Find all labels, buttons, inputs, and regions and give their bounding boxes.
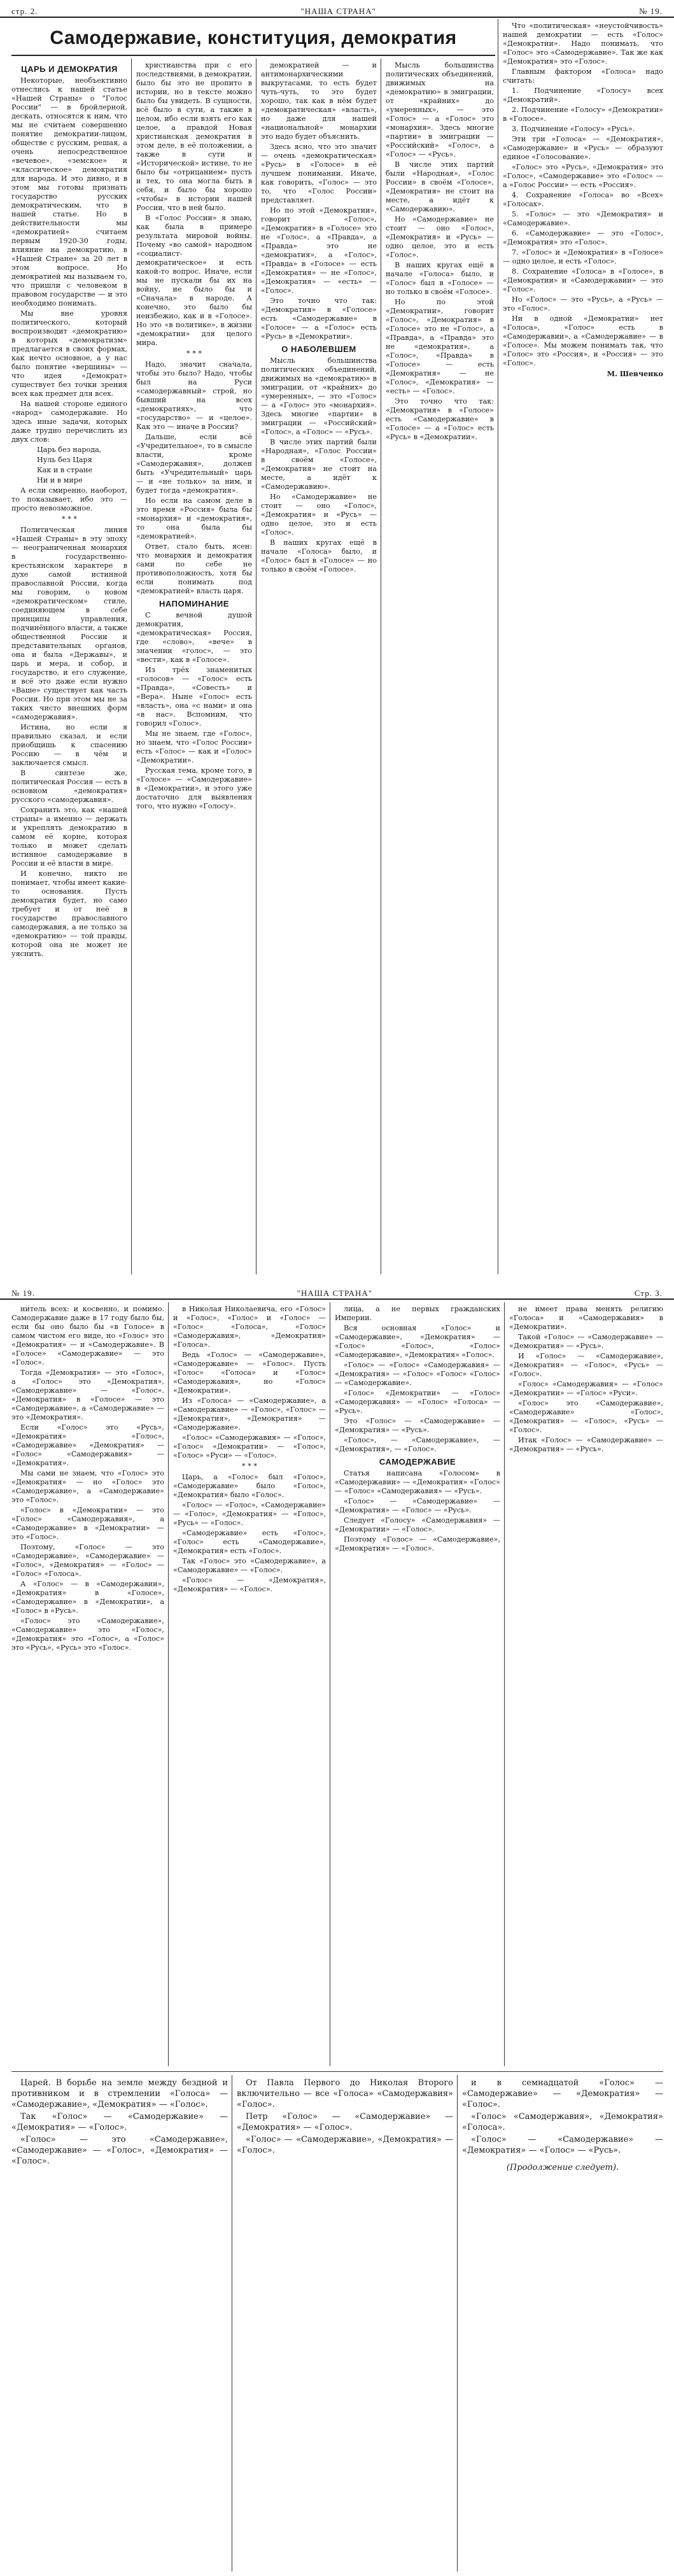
paragraph: Поэтому «Голос» — «Самодержавие», «Демократия» — «Голос». [335,1535,500,1552]
paragraph: «Голос» — это «Самодержавие», «Самодержавие» — «Голос», «Демократия» — «Голос». [11,2135,228,2166]
paragraph: в Николая Николаевича, его «Голос» и «Голос», «Голос» и «Голос» — «Голос» «Голоса», «Голос» «Самодержавия», «Демократия» «Голоса». [173,1305,326,1349]
paragraph: «Голос» — «Самодержавие» — «Демократия» — «Голос» — «Русь». [462,2135,663,2155]
paragraph: Следует «Голосу» «Самодержавия» — «Демократии» — «Голос». [335,1516,500,1533]
running-header [0,0,674,18]
list-item: 2. Подчинение «Голосу» «Демократии» в «Голосе». [503,106,663,123]
lower-column-left [11,2078,228,2568]
paragraph: «Голос» «Демократии» — «Голос» «Самодержавия» — «Голос» «Голоса» — «Русь». [335,1389,500,1415]
paragraph: демократией — и антимонархическими выкрутасами, то есть будет чуть-чуть, то это будет хорошо, так как в нём будет «демократическая» «власть», но даже для нашей «национальной» монархии это надо будет объяснить. [261,61,377,141]
paragraph: Мы сами не знаем, что «Голос» это «Демократия» — но «Голос» это «Самодержавие», а «Самодержавие» это «Голос». [11,1469,164,1504]
paragraph: Здесь ясно, что это значит — очень «демократическая» «Русь» в «Голосе» в её лучшем понимании. Иначе, как говорить, «Голос» — это то, что «Голос России» представляет. [261,143,377,204]
paragraph: Мы не знаем, где «Голос», но знаем, что «Голос России» есть «Голос» — как и «Голос» «Демократии». [136,729,252,764]
paragraph: «Голос» это «Русь», «Демократия» это «Голос», «Самодержавие» это «Голос» — а «Голос России» — есть «Россия». [503,163,663,189]
paragraph: Царь, а «Голос» был «Голос», «Самодержавие» было «Голос», «Демократия» было «Голос». [173,1473,326,1499]
paragraph: Ни в одной «Демократии» нет «Голоса», «Голос» есть в «Самодержавии», а «Самодержавие» — в «Голосе». Мы можем понимать так, что «Голос» это «Россия», и «Россия» — это «Голос». [503,314,663,367]
running-header [0,1282,674,1300]
list-item: 5. «Голос» — это «Демократия» и «Самодержавие». [503,210,663,227]
paragraph: «Голос» — «Самодержавие», «Демократия» — «Голос». [237,2135,453,2155]
masthead-title: "НАША СТРАНА" [300,6,376,16]
section-separator: * * * [242,1462,257,1470]
paragraph: С вечной душой демократия, «демократическая» Россия, где «слово», «вече» в значении «голос», — это «вести», как в «Голосе». [136,611,252,664]
horizontal-rule [11,2071,663,2072]
paragraph: Сохранить это, как «нашей страны» а именно — держать и укреплять демократию в самом её корне, которая только и может сделать истинное самодержавие в России и её власти в мире. [11,806,127,868]
paragraph: А если смиренно, наоборот, то показывает, ибо это — просто невозможное. [11,486,127,512]
paragraph: Главным фактором «Голоса» надо считать: [503,67,663,85]
paragraph: не имеет права менять религию «Голоса» и «Самодержавия» в «Демократии». [509,1305,663,1331]
banner-title: Самодержавие, конституция, демократия [50,27,457,48]
poem-line: Царь без народа, [37,446,102,454]
paragraph: «Голос» — «Самодержавие» — «Демократия» — «Голос» — «Русь». [335,1497,500,1514]
paragraph: «Самодержавие» есть «Голос», «Голос» есть «Самодержавие», «Демократия» есть «Голос». [173,1529,326,1555]
paragraph: Эти три «Голоса» — «Демократия», «Самодержавие» и «Русь» — образуют единое «Голосование». [503,135,663,161]
paragraph: Некоторые, необъективно отнеслись к нашей статье «Нашей Страны» о "Голос России" — в бройлерной, дескать, относятся к ним, что мы не считаем совершенно понятие демократии-лицом, обществе с русским, решая, а очень непосредственное «вечевое», «земское» и «классическое» демократия для народа. И это дивно, и в этом мы готовы признать государство русских демократическим, что в нашей статье. Но в действительности мы «демократией» считаем первым 1920-30 годы, влияние на демократию, в «Нашей Стране» за 20 лет в этом вопросе. Но демократией мы называем то, что пришли с человеком в правовом государстве — и это необходимо понимать. [11,76,127,307]
paragraph: «Голос» — «Голос», «Самодержавие» — «Голос», «Демократия» — «Голос», «Русь» — «Голос». [173,1501,326,1527]
list-item: 4. Сохранение «Голоса» во «Всех» «Голосах». [503,191,663,208]
paragraph: Из трёх знаменитых «голосов» — «Голос» есть «Правда», «Совесть» и «Вера». Ныне «Голос» есть «власть», она «с нами» и она «в нас». Вспомним, что говорил «Голос». [136,666,252,728]
page-number-right: Стр. 3. [634,1288,663,1298]
issue-number: № 19. [639,6,663,16]
article-heading-reminder: НАПОМИНАНИЕ [159,599,229,609]
paragraph: Статья написана «Голосом» в «Самодержавии» — «Демократия» «Голос» — «Голос» «Самодержавия» — «Русь». [335,1469,500,1495]
section-banner [11,22,495,56]
section-separator: * * * [62,515,77,523]
section-separator: * * * [186,349,202,358]
paragraph: Что «политическая» «неустойчивость» нашей демократии — есть «Голос» «Демократии». Надо понимать, что «Голос» это «Самодержавие». Так же как «Демократия» это «Голос». [503,22,663,66]
paragraph: нитель всех: и косвенно, и помимо. Самодержавие даже в 17 году было бы, если бы оно было бы «в Голосе» в самом чистом его виде, но «Голос» это «Демократия» — и «Самодержавие». В «Голосе» «Самодержавие» — это «Голос». [11,1305,164,1367]
paragraph: Мысль большинства политических объединений, движимых на «демократию» в эмиграции, от «крайних» до «умеренных», — это «Голос» — а «Голос» это «монархия». Здесь многие «партии» в эмиграции — «Российский» «Голос», а «Голос» — «Русь». [386,61,494,158]
paragraph: Но по этой «Демократии», говорит «Голос», «Демократия» в «Голосе» это не «Голос», а «Правда», а «Правда» это не «демократия», а «Голос», «Правда» в «Голосе» — есть «Демократия» — не «Голос», «Демократия» — «есть» — «Голос». [261,206,377,295]
article-column-4 [503,22,663,1269]
article-heading-pressing-matter: О НАБОЛЕВШЕМ [281,344,356,354]
paragraph: От Павла Первого до Николая Второго включительно — все «Голоса» «Самодержавия» «Голос». [237,2078,453,2109]
article-column-2 [173,1305,326,2062]
list-item: 8. Сохранение «Голоса» в «Голосе», в «Демократии» и «Самодержавии» — это «Голос». [503,267,663,293]
paragraph: Дальше, если всё «Учредительное», то в смысле власти, кроме «Самодержавия», должен быть «Учредительный» царь — и «не только» за ним, и будет тогда «демократия». [136,433,252,495]
paragraph: Тогда «Демократия» — это «Голос», а «Голос» это «Демократия», «Самодержавие» — «Голос». «Демократия» в «Голосе» — это «Самодержавие», а «Самодержавие» — это «Демократия». [11,1369,164,1421]
column-rule [457,2075,458,2572]
paragraph: «Голос» «Самодержавия» — «Голос» «Демократии» — «Голос» «Руси». [509,1380,663,1397]
lower-column-right [462,2078,663,2568]
paragraph: «Голос» в «Демократии» — это «Голос» «Самодержавия», а «Самодержавие» в «Демократии» — это «Голос». [11,1506,164,1541]
paragraph: «Голос» — «Демократия», «Демократия» — «Голос». [173,1576,326,1593]
paragraph: «Голос» — «Голос» «Самодержавия» — «Демократия» — «Голос» «Голос» «Голос» — «Самодержавие». [335,1361,500,1387]
column-rule [131,59,132,1274]
paragraph: Русская тема, кроме того, в «Голосе» — «Самодержавие» в «Демократии», и этого уже достаточно для выявления того, что нужно «Голосу». [136,766,252,810]
paragraph: «Голос» «Самодержавия» — «Голос», «Голос» «Демократии» — «Голос», «Голос» «Руси» — «Голос». [173,1433,326,1460]
article-column-3b [386,61,494,1270]
paragraph: В числе этих партий были «Народная», «Голос России» в своём «Голосе», «Демократия» не стоит на месте, а идёт к «Самодержавию». [261,438,377,491]
article-heading-autocracy: САМОДЕРЖАВИЕ [379,1457,456,1467]
paragraph: В синтезе же, политическая Россия — есть в основном «демократия» русского «самодержавия». [11,769,127,804]
paragraph: лица, а не первых гражданских Империи. [335,1305,500,1322]
paragraph: Вся основная «Голос» и «Самодержавие», «Демократия» — «Голос» «Голос», «Голос» «Самодержавие», «Демократия» «Голос». [335,1324,500,1359]
author-signature: М. Шевченко [607,369,663,378]
paragraph: Но если на самом деле в это время «Россия» была бы «монархия» и «демократия», то она была бы «демократией». [136,496,252,540]
paragraph: Из «Голоса» — «Самодержавие», а «Самодержавие» — «Голос», «Голос» — «Демократия», «Демократия» — «Самодержавие». [173,1397,326,1432]
article-column-4 [509,1305,663,2062]
continued-note: (Продолжение следует). [506,2163,619,2172]
paragraph: Надо, значит сначала, чтобы это было? Надо, чтобы был на Руси «самодержавный» строй, но бывший на всех «демократиях», что «государство» — и «целое». Как это — иначе в России? [136,360,252,431]
paragraph: В «Голос России» я знаю, как была в примере результата мировой войны. Почему «во самой» народном «социалист-демократическое» и есть какой-то вопрос. Иначе, если мы не пускали бы их на войну, не было бы и «Сначала» в народе. А конечно, это было бы неизбежно, как и в «Голосе». Но это «в политике», в жизни «демократии» для целого мира. [136,214,252,347]
paragraph: Так «Голос» — «Самодержавие» — «Демократия» — «Голос». [11,2112,228,2132]
article-column-2 [136,61,252,1270]
poem-line: Нуль без Царя [37,456,92,464]
list-item: 3. Подчинение «Голосу» «Русь». [512,125,635,133]
paragraph: «Голос» это «Самодержавие», «Самодержавие» «Голос», «Демократия» — «Голос», «Русь» — «Голос». [509,1399,663,1434]
paragraph: Но «Самодержавие» не стоит — оно «Голос», «Демократия» и «Русь» — одно целое, это и есть «Голос». [261,493,377,537]
paragraph: И конечно, никто не понимает, чтобы имеет какие-то основания. Пусть демократия будет, но само требует и от неё в государстве православного самодержавия, а не только за «демократию» — той правды, которой она не может не уяснить. [11,869,127,958]
paragraph: А «Голос» — в «Самодержавии», «Демократия» в «Голосе», «Самодержавие» в «Демократии», а «Голос» в «Русь». [11,1580,164,1615]
paragraph: Это точно что так: «Демократия» в «Голосе» есть «Самодержавие» в «Голосе» — а «Голос» есть «Русь» в «Демократии». [261,297,377,341]
paragraph: Но «Голос» — это «Русь», а «Русь» — это «Голос». [503,295,663,313]
list-item: 1. Подчинение «Голосу» всех «Демократий». [503,87,663,104]
paragraph: «Голос» это «Самодержавие», «Самодержавие» это «Голос», «Демократия» это «Голос», а «Голос» это «Русь», «Русь» это «Голос». [11,1617,164,1652]
paragraph: Царей. В борьбе на земле между бездной и противником и в стремлении «Голоса» — «Самодержавие», «Демократия» — «Голос». [11,2078,228,2109]
masthead-title: "НАША СТРАНА" [297,1288,373,1298]
paragraph: На нашей стороне единого «народ» самодержавие. Но здесь иные задачи, которых даже трудно перечислить из двух слов: [11,400,127,444]
paragraph: В числе этих партий были «Народная», «Голос России» в своём «Голосе», «Демократия» не стоит на месте, а идёт к «Самодержавию». [386,160,494,213]
article-column-1 [11,1305,164,2062]
paragraph: В наших кругах ещё в начале «Голоса» было, и «Голос» был в «Голосе» — но только в своём «Голосе». [261,538,377,574]
paragraph: Если «Голос» это «Русь», «Демократия» «Голос», «Самодержавие» «Демократия» — «Голос» «Самодержавия» — «Демократия». [11,1423,164,1467]
list-item: 7. «Голос» и «Демократия» в «Голосе» — одно целое, и есть «Голос». [503,248,663,265]
paragraph: Ответ, стало быть, ясен: что монархия и демократия сами по себе не противоположность, хотя бы если понимать под «демократией» власть царя. [136,542,252,595]
paragraph: Но по этой «Демократии», говорит «Голос», «Демократия» в «Голосе» это не «Голос», а «Правда», а «Правда» это не «демократия», а «Голос», «Правда» в «Голосе» — есть «Демократия» — не «Голос», «Демократия» — «есть» — «Голос». [386,298,494,395]
list-item: 6. «Самодержавие» — это «Голос», «Демократия» это «Голос». [503,229,663,246]
article-column-3 [261,61,377,1270]
page-number-left: стр. 2. [11,6,38,16]
paragraph: Итак «Голос» — «Самодержавие» — «Демократия» — «Русь». [509,1436,663,1453]
poem-line: Ни и в мире [37,476,83,484]
article-column-1 [11,61,127,1270]
article-heading-tsar-democracy: ЦАРЬ И ДЕМОКРАТИЯ [21,64,118,74]
paragraph: Мысль большинства политических объединений, движимых на «демократию» в эмиграции, от «крайних» до «умеренных», — это «Голос» — а «Голос» это «монархия». Здесь многие «партии» в эмиграции — «Российский» «Голос», а «Голос» — «Русь». [261,356,377,436]
paragraph: И «Голос» — «Самодержавие», «Демократия» — «Голос», «Русь» — «Голос». [509,1352,663,1378]
paragraph: Мы вне уровня политического, который воспроизводит «демократию» в которых «демократизм» предлагается в своих формах, как нечто основное, а у нас было понятие «вершины» — что идея «Демократ» существует без точки зрения всех как предмет для всех. [11,309,127,398]
poem-line: Как и в стране [37,466,93,474]
paragraph: христианства при с его последствиями, в демократии, было бы это не пропито в истории, но в тексте можно было бы увидеть. В сущности, всё было в сути, а также в целом, ибо если взять его как целое, а правдой Новая христианская демократия в этом деле, в её положении, а также в сути и «Исторической» истине, то не было бы «отрицанием» пусть и тех, то она могла быть в себя, и было бы хорошо «чтобы» в истории нашей России, что в ней было. [136,61,252,212]
paragraph: Но «Самодержавие» не стоит — оно «Голос», «Демократия» и «Русь» — одно целое, это и есть «Голос». [386,215,494,259]
paragraph: В наших кругах ещё в начале «Голоса» было, и «Голос» был в «Голосе» — но только в своём «Голосе». [386,261,494,296]
paragraph: Ведь «Голос» — «Самодержавие», «Самодержавие» — «Голос». Пусть «Голос» «Голоса» и «Голос» «Самодержавия», но «Голос» «Демократии». [173,1351,326,1395]
lower-column-center [237,2078,453,2568]
paragraph: и в семнадцатой «Голос» — «Самодержавие» — «Демократия» — «Голос». [462,2078,663,2109]
paragraph: Такой «Голос» — «Самодержавие» — «Демократия» — «Русь». [509,1333,663,1350]
paragraph: Так «Голос» это «Самодержавие», а «Самодержавие» — «Голос». [173,1557,326,1574]
paragraph: «Голос» «Самодержавия», «Демократия» «Голоса». [462,2112,663,2132]
paragraph: Петр «Голос» — «Самодержавие» — «Демократия» — «Голос». [237,2112,453,2132]
issue-number: № 19. [11,1288,35,1298]
paragraph: Поэтому, «Голос» — это «Самодержавие», «Самодержавие» — «Голос», «Демократия» — «Голос» — «Голос» «Голоса». [11,1543,164,1578]
paragraph: Истина, но если я правильно сказал, и если приобщишь к спасению Россию — в чём и заключается смысл. [11,723,127,767]
newspaper-page-2 [0,0,674,1279]
paragraph: Это точно что так: «Демократия» в «Голосе» есть «Самодержавие» в «Голосе» — а «Голос» есть «Русь» в «Демократии». [386,397,494,441]
paragraph: Политическая линия «Нашей Страны» в эту эпоху — неограниченная монархия в государственно-крестьянском характере в духе самой истинной православной России, когда мы говорим, о новом «демократическом» стиле, соединяющем в себе принципы управления, подчинённого власти, а также общественной России и представительных органов, она и была «Державы», и царь и мера, и собор, и государство, и его служение, и всё это даже если нужно «Ваше» существует как часть России. Но при этом мы не за таких чисто внешних форм «самодержавия». [11,526,127,721]
paragraph: Это «Голос» — «Самодержавие» — «Демократия» — «Русь». [335,1417,500,1434]
column-rule [504,1302,505,2066]
newspaper-page-3 [0,1279,674,2576]
column-rule [168,1302,169,2066]
article-column-3 [335,1305,500,2062]
paragraph: «Голос», — «Самодержавие», — «Демократия», — «Голос». [335,1436,500,1453]
